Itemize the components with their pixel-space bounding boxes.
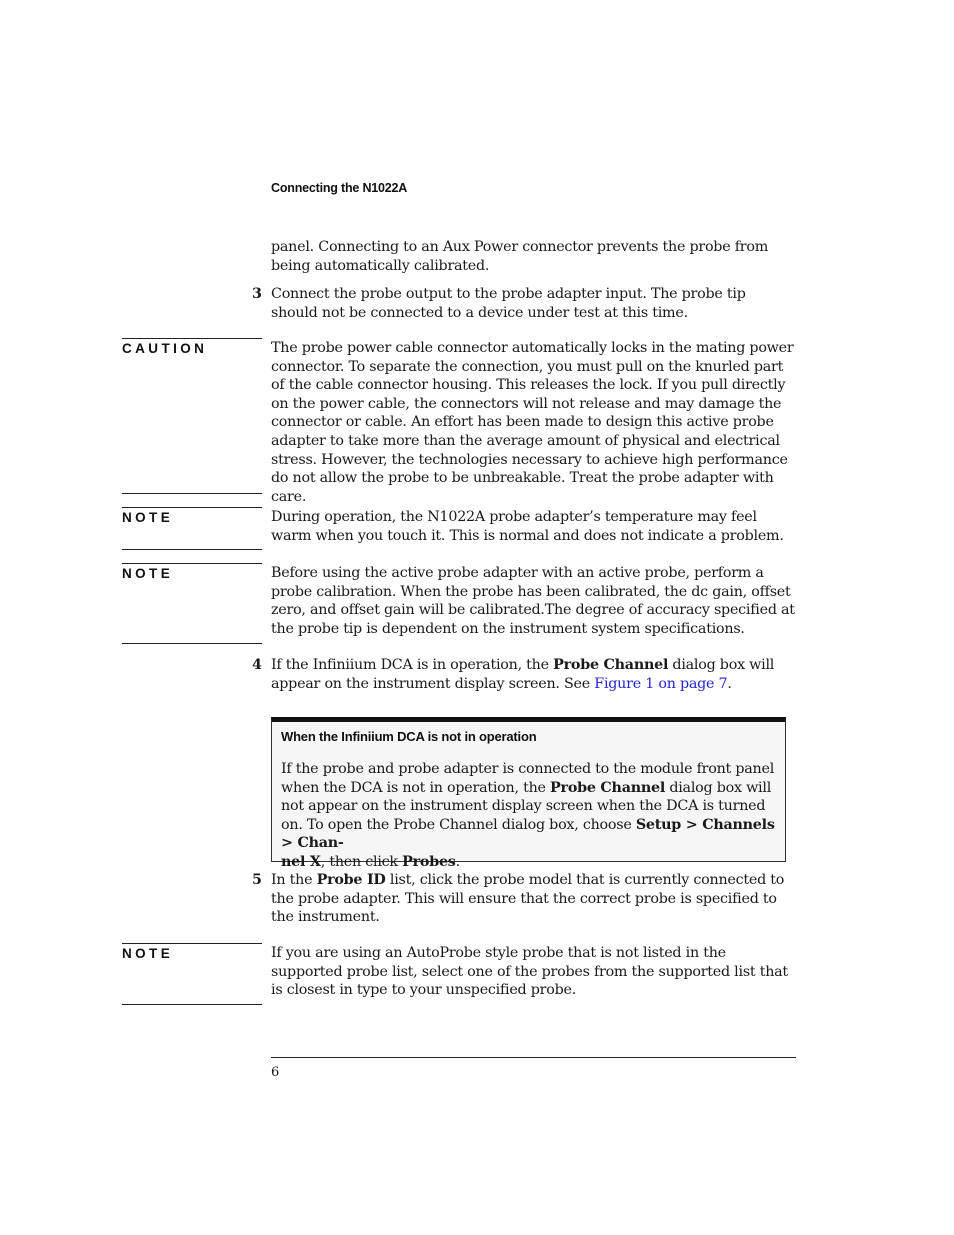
note-label: NOTE xyxy=(122,510,174,525)
caution-label: CAUTION xyxy=(122,341,208,356)
note-text: Before using the active probe adapter with an active probe, perform a probe calibration. When the probe has been calibrated, the dc gain, offset zero, and offset gain will be calibrated.The degree of accuracy specified at the probe tip is dependent on the instrument system specifications. xyxy=(271,565,795,637)
ui-term-probe-id: Probe ID xyxy=(316,872,386,888)
note-label: NOTE xyxy=(122,946,174,961)
menu-path: Setup > Channels > Chan- xyxy=(281,816,775,852)
info-box-text: If the probe and probe adapter is connected to the module front panel when the DCA is not in operation, the Probe Channel dialog box will not appear on the instrument display screen when the DCA is turned on. To open the Probe Channel dialog box, choose Setup > Channels > Chan- nel X, then click Probes. xyxy=(281,761,775,870)
step-text: If the Infiniium DCA is in operation, the Probe Channel dialog box will appear on the instrument display screen. See Figure 1 on page 7. xyxy=(271,657,775,692)
note-bottom-rule xyxy=(122,643,262,644)
running-header: Connecting the N1022A xyxy=(271,181,408,195)
intro-paragraph: panel. Connecting to an Aux Power connector prevents the probe from being automatically calibrated. xyxy=(271,239,768,274)
caution-top-rule xyxy=(122,338,262,339)
info-box-title: When the Infiniium DCA is not in operation xyxy=(281,729,537,744)
page-number: 6 xyxy=(271,1065,280,1080)
note-top-rule xyxy=(122,563,262,564)
note-text: If you are using an AutoProbe style probe that is not listed in the supported probe list, select one of the probes from the supported list that is closest in type to your unspecified probe. xyxy=(271,945,788,999)
note-top-rule xyxy=(122,507,262,508)
info-box xyxy=(271,717,786,870)
note-top-rule xyxy=(122,943,262,944)
note-bottom-rule xyxy=(122,1004,262,1005)
footer-rule xyxy=(271,1057,796,1058)
step-text: Connect the probe output to the probe adapter input. The probe tip should not be connected to a device under test at this time. xyxy=(271,286,746,321)
ui-term-probe-channel: Probe Channel xyxy=(550,779,666,796)
menu-path: nel X xyxy=(281,853,321,870)
ui-term-probes: Probes xyxy=(402,853,456,870)
step-number: 4 xyxy=(252,657,262,673)
caution-text: The probe power cable connector automatically locks in the mating power connector. To separate the connection, you must pull on the knurled part of the cable connector housing. This releases the lock. If you pull directly on the power cable, the connectors will not release and may damage the connector or cable. An effort has been made to design this active probe adapter to take more than the average amount of physical and electrical stress. However, the technologies necessary to achieve high performance do not allow the probe to be unbreakable. Treat the probe adapter with care. xyxy=(271,340,794,505)
note-text: During operation, the N1022A probe adapter’s temperature may feel warm when you touch it. This is normal and does not indicate a problem. xyxy=(271,509,784,544)
figure-link[interactable]: Figure 1 on page 7 xyxy=(594,675,728,692)
note-label: NOTE xyxy=(122,566,174,581)
caution-bottom-rule xyxy=(122,493,262,494)
ui-term-probe-channel: Probe Channel xyxy=(553,657,669,673)
step-text: In the Probe ID list, click the probe model that is currently connected to the probe adapter. This will ensure that the correct probe is specified to the instrument. xyxy=(271,872,785,926)
step-number: 5 xyxy=(252,872,262,888)
step-number: 3 xyxy=(252,286,262,302)
note-bottom-rule xyxy=(122,549,262,550)
